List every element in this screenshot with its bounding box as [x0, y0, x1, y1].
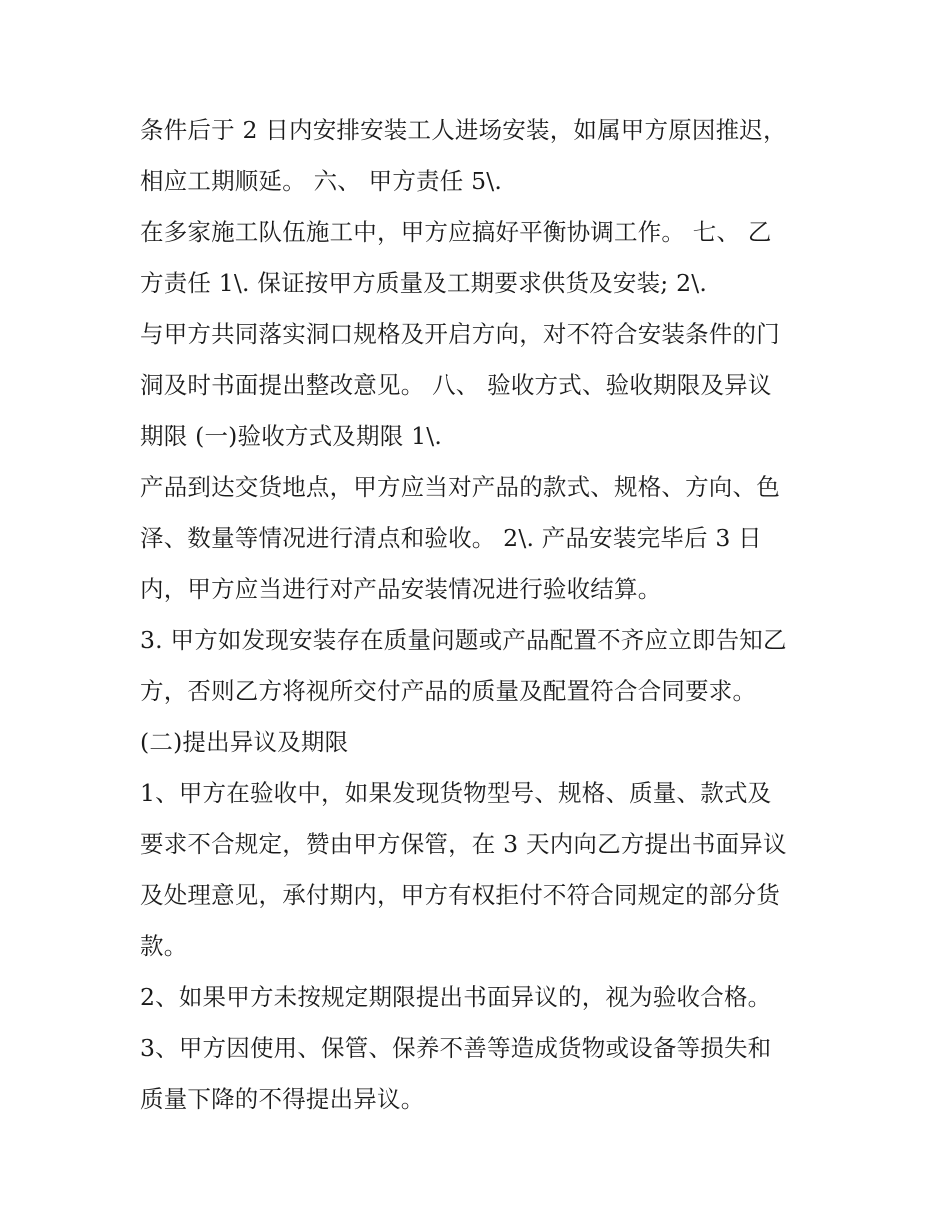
text-line-16: 及处理意见，承付期内，甲方有权拒付不符合同规定的部分货	[140, 881, 780, 909]
text-line-6: 洞及时书面提出整改意见。 八、 验收方式、验收期限及异议	[140, 371, 772, 399]
text-line-19: 3、甲方因使用、保管、保养不善等造成货物或设备等损失和	[140, 1034, 772, 1062]
text-line-9: 泽、数量等情况进行清点和验收。 2\. 产品安装完毕后 3 日	[140, 524, 762, 552]
text-line-8: 产品到达交货地点，甲方应当对产品的款式、规格、方向、色	[140, 473, 780, 501]
text-line-12: 方，否则乙方将视所交付产品的质量及配置符合合同要求。	[140, 677, 757, 705]
text-line-4: 方责任 1\. 保证按甲方质量及工期要求供货及安装; 2\.	[140, 269, 708, 297]
text-line-7: 期限 (一)验收方式及期限 1\.	[140, 422, 443, 450]
text-line-17: 款。	[140, 932, 188, 960]
text-line-14: 1、甲方在验收中，如果发现货物型号、规格、质量、款式及	[140, 779, 772, 807]
text-line-20: 质量下降的不得提出异议。	[140, 1085, 425, 1113]
text-line-2: 相应工期顺延。 六、 甲方责任 5\.	[140, 167, 503, 195]
text-line-10: 内，甲方应当进行对产品安装情况进行验收结算。	[140, 575, 662, 603]
text-line-11: 3. 甲方如发现安装存在质量问题或产品配置不齐应立即告知乙	[140, 626, 787, 654]
text-line-18: 2、如果甲方未按规定期限提出书面异议的，视为验收合格。	[140, 983, 772, 1011]
text-line-3: 在多家施工队伍施工中，甲方应搞好平衡协调工作。 七、 乙	[140, 218, 772, 246]
text-line-13: (二)提出异议及期限	[140, 728, 349, 756]
text-line-1: 条件后于 2 日内安排安装工人进场安装，如属甲方原因推迟，	[140, 116, 787, 144]
text-line-15: 要求不合规定，赞由甲方保管，在 3 天内向乙方提出书面异议	[140, 830, 787, 858]
text-line-5: 与甲方共同落实洞口规格及开启方向，对不符合安装条件的门	[140, 320, 780, 348]
